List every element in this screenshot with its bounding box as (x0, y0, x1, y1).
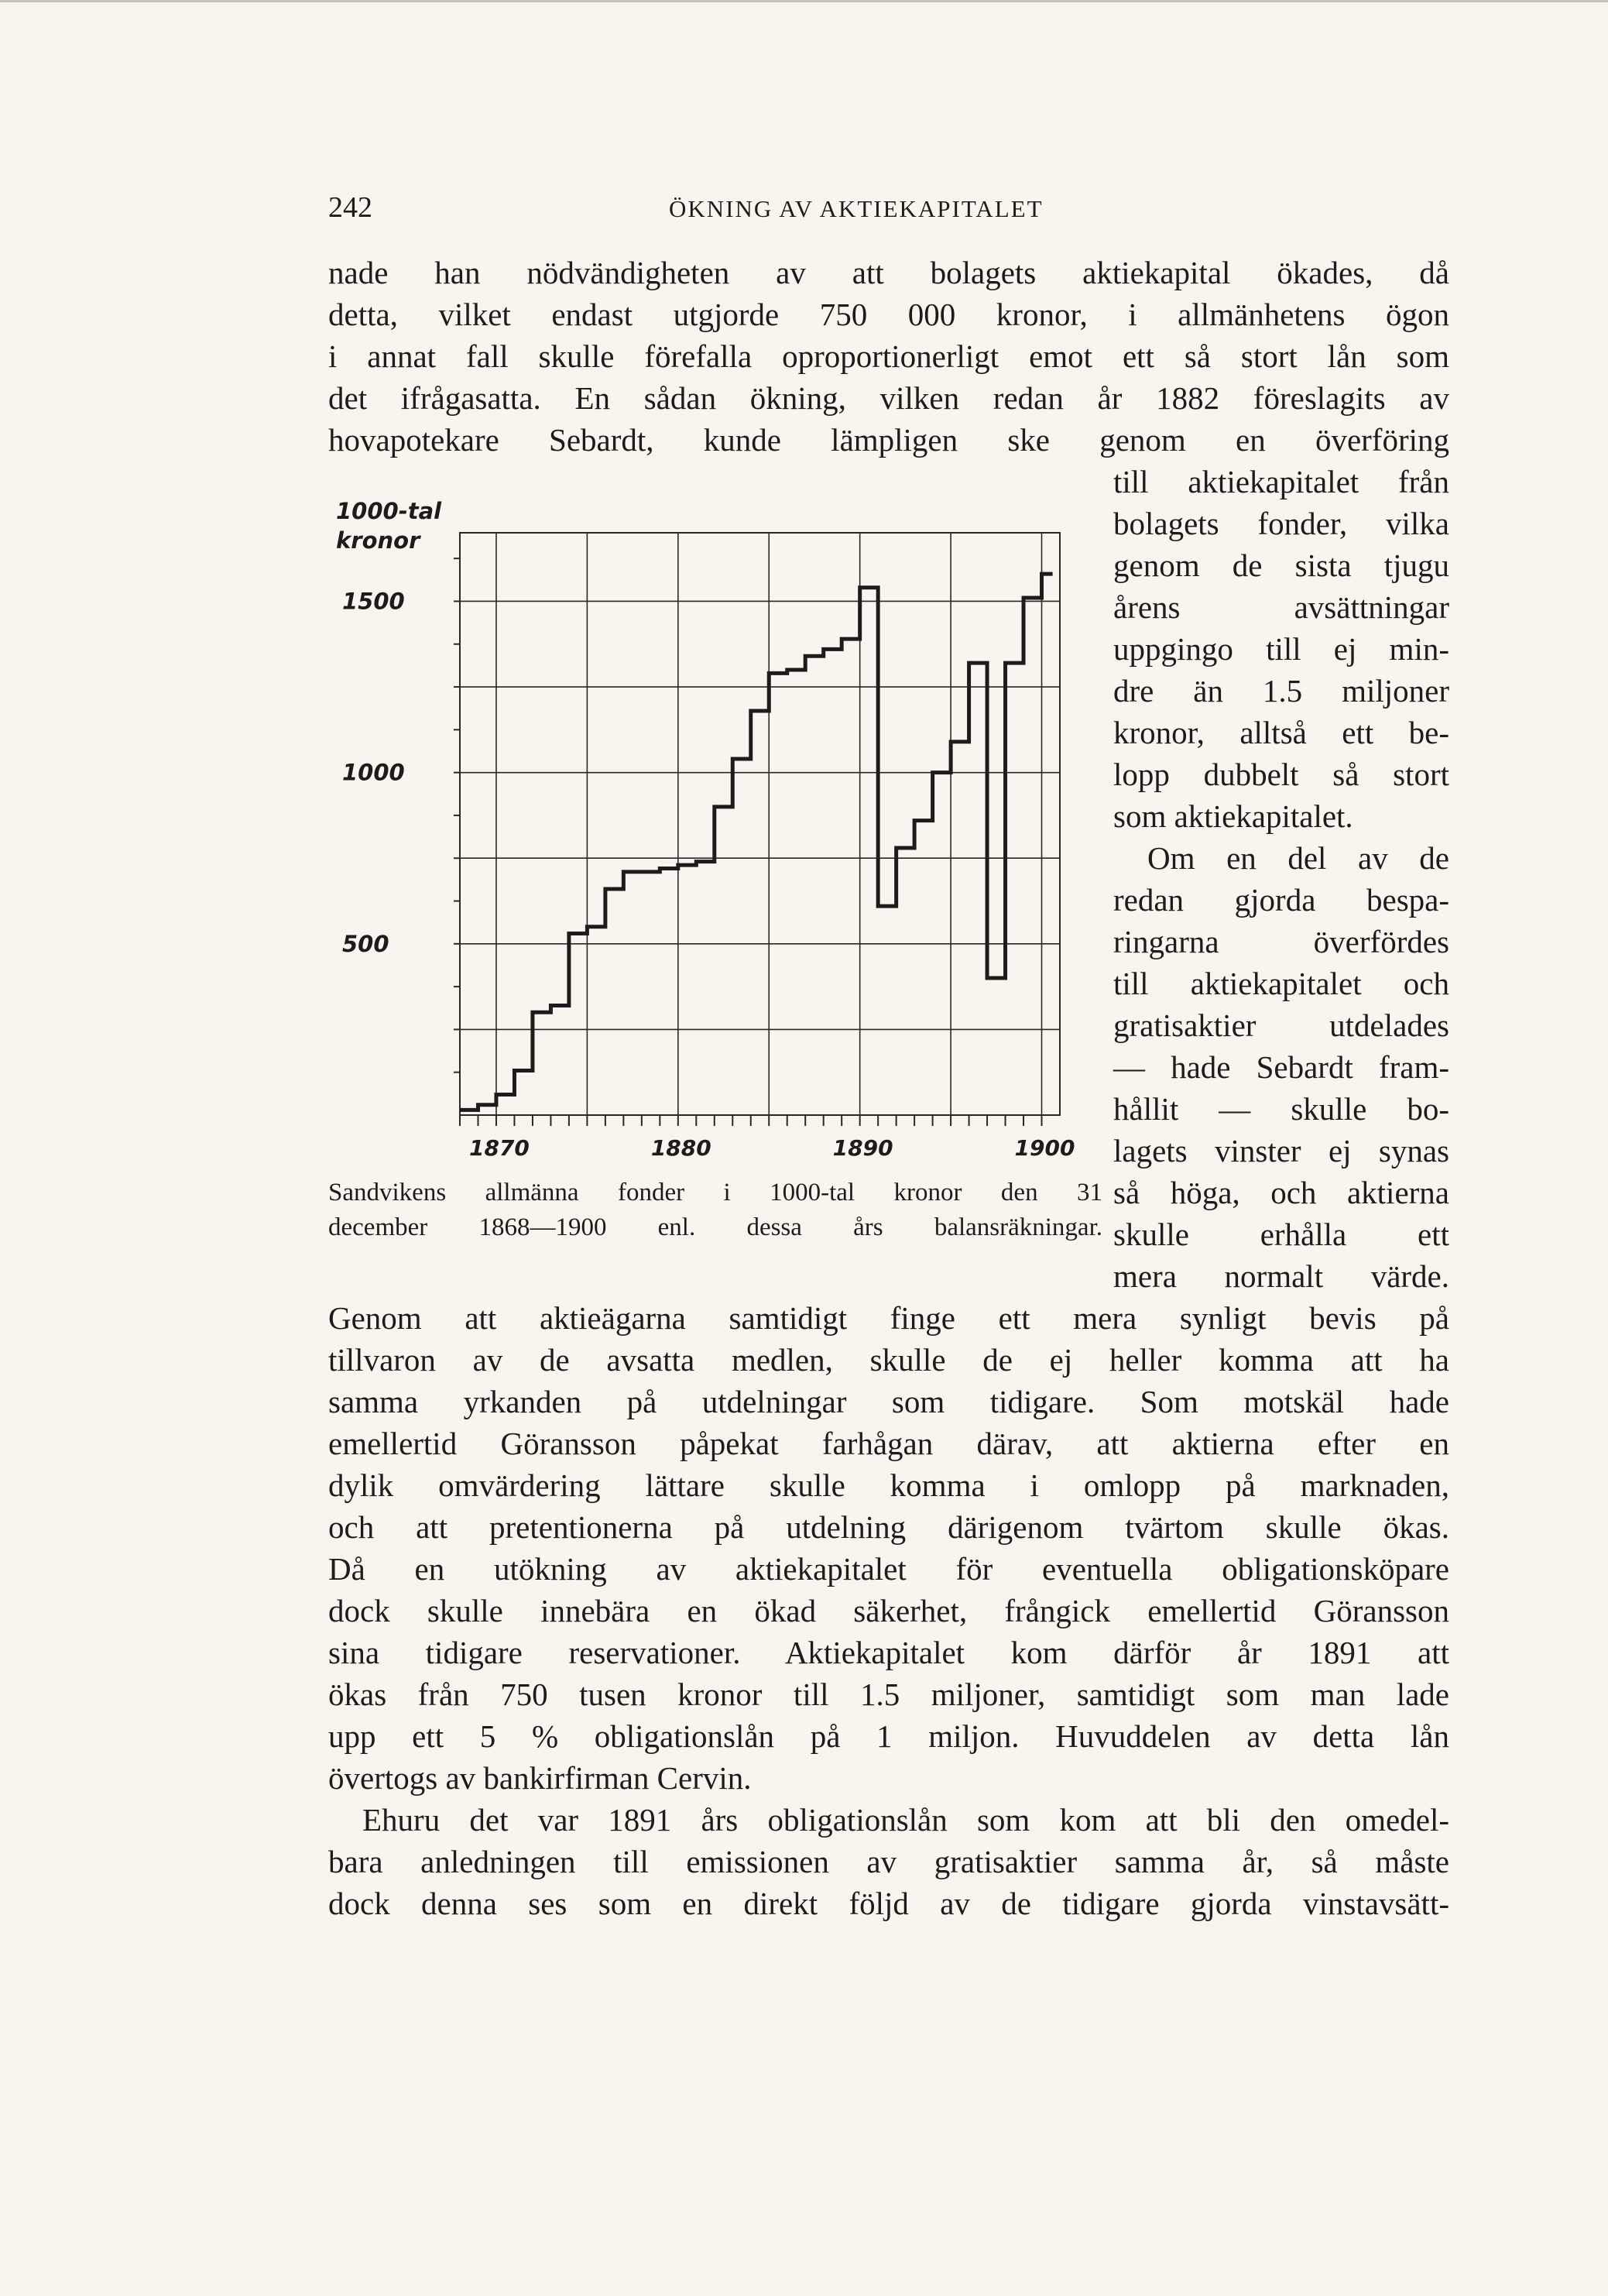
body-line: tillvaron av de avsatta medlen, skulle de ej heller komma att ha (328, 1342, 1449, 1378)
body-line: som aktiekapitalet. (1113, 798, 1353, 834)
x-tick-label: 1890 (832, 1135, 893, 1161)
y-axis-label-line-2: kronor (336, 527, 420, 554)
chart-grid (460, 533, 1060, 1115)
body-line: uppgingo till ej min- (1113, 631, 1449, 667)
body-line: emellertid Göransson påpekat farhågan därav, att aktierna efter en (328, 1426, 1449, 1461)
body-line: Genom att aktieägarna samtidigt finge ett mera synligt bevis på (328, 1300, 1449, 1336)
y-tick-label: 500 (342, 930, 389, 957)
body-line: dylik omvärdering lättare skulle komma i omlopp på marknaden, (328, 1467, 1449, 1503)
body-line: lopp dubbelt så stort (1113, 757, 1449, 792)
body-line: — hade Sebardt fram- (1113, 1049, 1449, 1085)
chart-labels (336, 498, 1075, 1161)
body-line: dre än 1.5 miljoner (1113, 673, 1449, 709)
y-axis-label-line-1: 1000-tal (336, 498, 442, 524)
body-line: till aktiekapitalet från (1113, 464, 1449, 499)
body-line: bolagets fonder, vilka (1113, 506, 1449, 541)
x-tick-label: 1900 (1014, 1135, 1075, 1161)
body-line: nade han nödvändigheten av att bolagets aktiekapital ökades, då (328, 255, 1449, 290)
body-line: skulle erhålla ett (1113, 1217, 1449, 1252)
caption-line: december 1868—1900 enl. dessa års balansräkningar. (328, 1213, 1102, 1241)
body-line: i annat fall skulle förefalla oproportionerligt emot ett så stort lån som (328, 338, 1449, 374)
body-line: så höga, och aktierna (1113, 1175, 1449, 1210)
body-line: och att pretentionerna på utdelning därigenom tvärtom skulle ökas. (328, 1509, 1449, 1545)
body-line: Om en del av de (1147, 840, 1449, 876)
body-line: till aktiekapitalet och (1113, 966, 1449, 1001)
chart-frame (460, 533, 1060, 1115)
body-line: mera normalt värde. (1113, 1258, 1449, 1294)
body-line: årens avsättningar (1113, 589, 1449, 625)
top-edge-rule (0, 0, 1608, 2)
body-line: hållit — skulle bo- (1113, 1091, 1449, 1127)
body-line: redan gjorda bespa- (1113, 882, 1449, 918)
body-line: kronor, alltså ett be- (1113, 715, 1449, 750)
body-line: ringarna överfördes (1113, 924, 1449, 959)
body-line: samma yrkanden på utdelningar som tidigare. Som motskäl hade (328, 1384, 1449, 1419)
fund-chart-figure (328, 480, 1102, 1262)
fund-step-chart (328, 480, 1102, 1162)
body-line: dock denna ses som en direkt följd av de tidigare gjorda vinstavsätt- (328, 1886, 1449, 1921)
body-line: bara anledningen till emissionen av gratisaktier samma år, så måste (328, 1844, 1449, 1879)
page-number: 242 (328, 191, 372, 224)
body-line: dock skulle innebära en ökad säkerhet, frångick emellertid Göransson (328, 1593, 1449, 1628)
body-line: lagets vinster ej synas (1113, 1133, 1449, 1169)
y-tick-label: 1500 (342, 588, 405, 615)
body-line: ökas från 750 tusen kronor till 1.5 miljoner, samtidigt som man lade (328, 1677, 1449, 1712)
x-tick-label: 1880 (650, 1135, 711, 1161)
body-line: det ifrågasatta. En sådan ökning, vilken redan år 1882 föreslagits av (328, 380, 1449, 416)
section-title: ÖKNING AV AKTIEKAPITALET (669, 195, 1044, 222)
body-line: upp ett 5 % obligationslån på 1 miljon. Huvuddelen av detta lån (328, 1718, 1449, 1754)
y-tick-label: 1000 (342, 759, 405, 786)
body-line: Ehuru det var 1891 års obligationslån som kom att bli den omedel- (362, 1802, 1449, 1838)
body-line: övertogs av bankirfirman Cervin. (328, 1760, 752, 1796)
figure-caption (328, 1175, 1102, 1245)
caption-line: Sandvikens allmänna fonder i 1000-tal kronor den 31 (328, 1179, 1102, 1206)
body-line: sina tidigare reservationer. Aktiekapitalet kom därför år 1891 att (328, 1635, 1449, 1670)
chart-ticks (454, 558, 1042, 1126)
x-tick-label: 1870 (468, 1135, 530, 1161)
body-line: Då en utökning av aktiekapitalet för eventuella obligationsköpare (328, 1551, 1449, 1587)
running-head (328, 190, 1449, 224)
body-line: hovapotekare Sebardt, kunde lämpligen ske genom en överföring (328, 422, 1449, 458)
body-line: genom de sista tjugu (1113, 547, 1449, 583)
body-line: detta, vilket endast utgjorde 750 000 kronor, i allmänhetens ögon (328, 297, 1449, 332)
body-line: gratisaktier utdelades (1113, 1007, 1449, 1043)
